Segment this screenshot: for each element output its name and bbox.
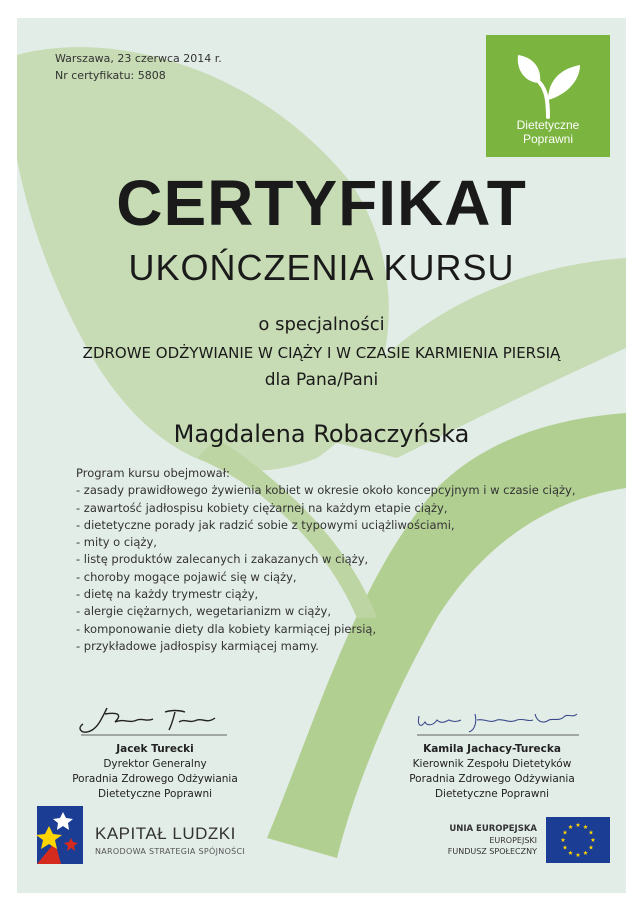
eu-fund-text (427, 824, 537, 857)
kapital-ludzki-subtitle: NARODOWA STRATEGIA SPÓJNOŚCI (95, 847, 246, 856)
signature-block-right (392, 742, 592, 802)
sprout-icon (506, 45, 590, 119)
specialty-name: ZDROWE ODŻYWIANIE W CIĄŻY I W CZASIE KARMIENIA PIERSIĄ (82, 344, 561, 362)
signer-org: Poradnia Zdrowego Odżywiania (409, 773, 575, 785)
signature-right-graphic (413, 700, 583, 740)
signer-name: Kamila Jachacy-Turecka (423, 743, 561, 755)
program-item: - dietetyczne porady jak radzić sobie z typowymi uciążliwościami, (76, 517, 455, 532)
program-item: - choroby mogące pojawić się w ciąży, (76, 569, 297, 584)
program-item: - zasady prawidłowego żywienia kobiet w okresie około koncepcyjnym i w czasie ciąży, (76, 483, 576, 498)
place-date: Warszawa, 23 czerwca 2014 r. (55, 52, 222, 65)
program-item: - mity o ciąży, (76, 535, 157, 550)
signer-role: Kierownik Zespołu Dietetyków (412, 758, 572, 770)
signer-role: Dyrektor Generalny (103, 758, 207, 770)
certificate-subtitle: UKOŃCZENIA KURSU (128, 247, 515, 288)
signer-name: Jacek Turecki (116, 743, 194, 755)
specialty-intro: o specjalności (258, 314, 385, 335)
program-item: - listę produktów zalecanych i zakazanych w ciąży, (76, 552, 369, 567)
program-heading: Program kursu obejmował: (76, 466, 230, 480)
kapital-ludzki-logo-icon (31, 798, 91, 872)
logo-text-line2: Poprawni (522, 132, 574, 146)
program-item: - komponowanie diety dla kobiety karmiącej piersią, (76, 621, 377, 636)
recipient-label: dla Pana/Pani (264, 370, 379, 390)
signer-org: Poradnia Zdrowego Odżywiania (72, 773, 238, 785)
eu-line2: EUROPEJSKI (489, 836, 537, 845)
certificate-page (17, 18, 626, 893)
signer-org2: Dietetyczne Poprawni (97, 788, 213, 800)
program-item: - alergie ciężarnych, wegetarianizm w ciąży, (76, 604, 331, 619)
program-item: - zawartość jadłospisu kobiety ciężarnej na każdym etapie ciąży, (76, 500, 448, 515)
logo-text-line1: Dietetyczne (516, 118, 580, 132)
kapital-ludzki-title: KAPITAŁ LUDZKI (95, 824, 236, 843)
eu-line1: UNIA EUROPEJSKA (449, 824, 537, 834)
eu-flag-icon (546, 817, 610, 863)
program-item: - dietę na każdy trymestr ciąży, (76, 587, 259, 602)
signature-block-left (55, 742, 255, 802)
signer-org2: Dietetyczne Poprawni (434, 788, 550, 800)
certificate-title: CERTYFIKAT (116, 167, 527, 239)
eu-line3: FUNDUSZ SPOŁECZNY (447, 847, 537, 856)
dietetyczne-poprawni-logo (486, 35, 610, 157)
program-list (76, 465, 596, 655)
program-item: - przykładowe jadłospisy karmiącej mamy. (76, 638, 319, 653)
certificate-number: Nr certyfikatu: 5808 (55, 69, 166, 82)
recipient-name: Magdalena Robaczyńska (173, 420, 470, 448)
signature-left-graphic (67, 700, 237, 740)
